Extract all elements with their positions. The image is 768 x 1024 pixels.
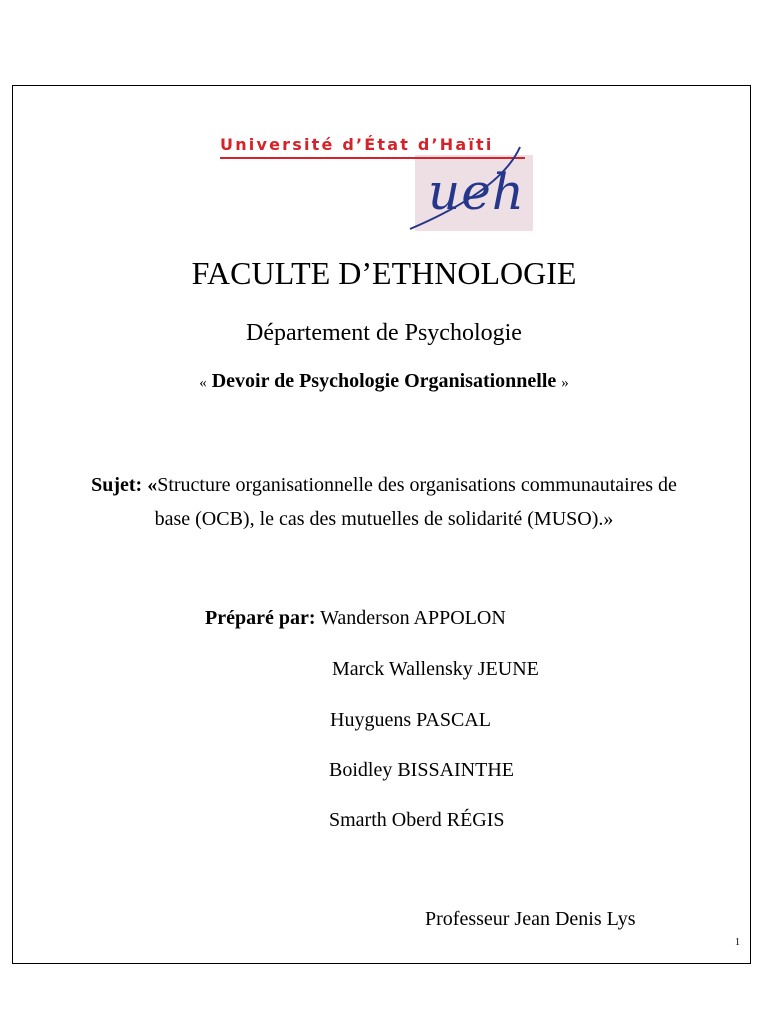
subject-label: Sujet: « xyxy=(91,474,158,496)
prepared-by xyxy=(205,607,506,630)
open-quote: « xyxy=(199,375,207,391)
assignment-title-text: Devoir de Psychologie Organisationnelle xyxy=(211,370,557,392)
author-name: Smarth Oberd RÉGIS xyxy=(329,809,505,831)
close-quote: » xyxy=(561,375,569,391)
university-logo xyxy=(220,135,538,233)
assignment-title xyxy=(0,370,768,393)
author-name: Marck Wallensky JEUNE xyxy=(332,658,539,680)
subject xyxy=(40,468,728,536)
logo-acronym: ueh xyxy=(428,163,525,221)
logo-university-name: Université d’État d’Haïti xyxy=(220,135,494,154)
author-name: Wanderson APPOLON xyxy=(320,607,506,629)
prepared-by-label: Préparé par: xyxy=(205,607,316,629)
professor-name: Professeur Jean Denis Lys xyxy=(425,908,636,930)
author-name: Huyguens PASCAL xyxy=(330,709,491,731)
subject-line-1: Structure organisationnelle des organisations communautaires de xyxy=(157,474,677,496)
page-number: 1 xyxy=(735,937,740,948)
faculty-title: FACULTE D’ETHNOLOGIE xyxy=(191,255,577,291)
author-name: Boidley BISSAINTHE xyxy=(329,759,514,781)
subject-line-2: base (OCB), le cas des mutuelles de solidarité (MUSO).» xyxy=(154,508,614,530)
department-name: Département de Psychologie xyxy=(246,320,522,346)
